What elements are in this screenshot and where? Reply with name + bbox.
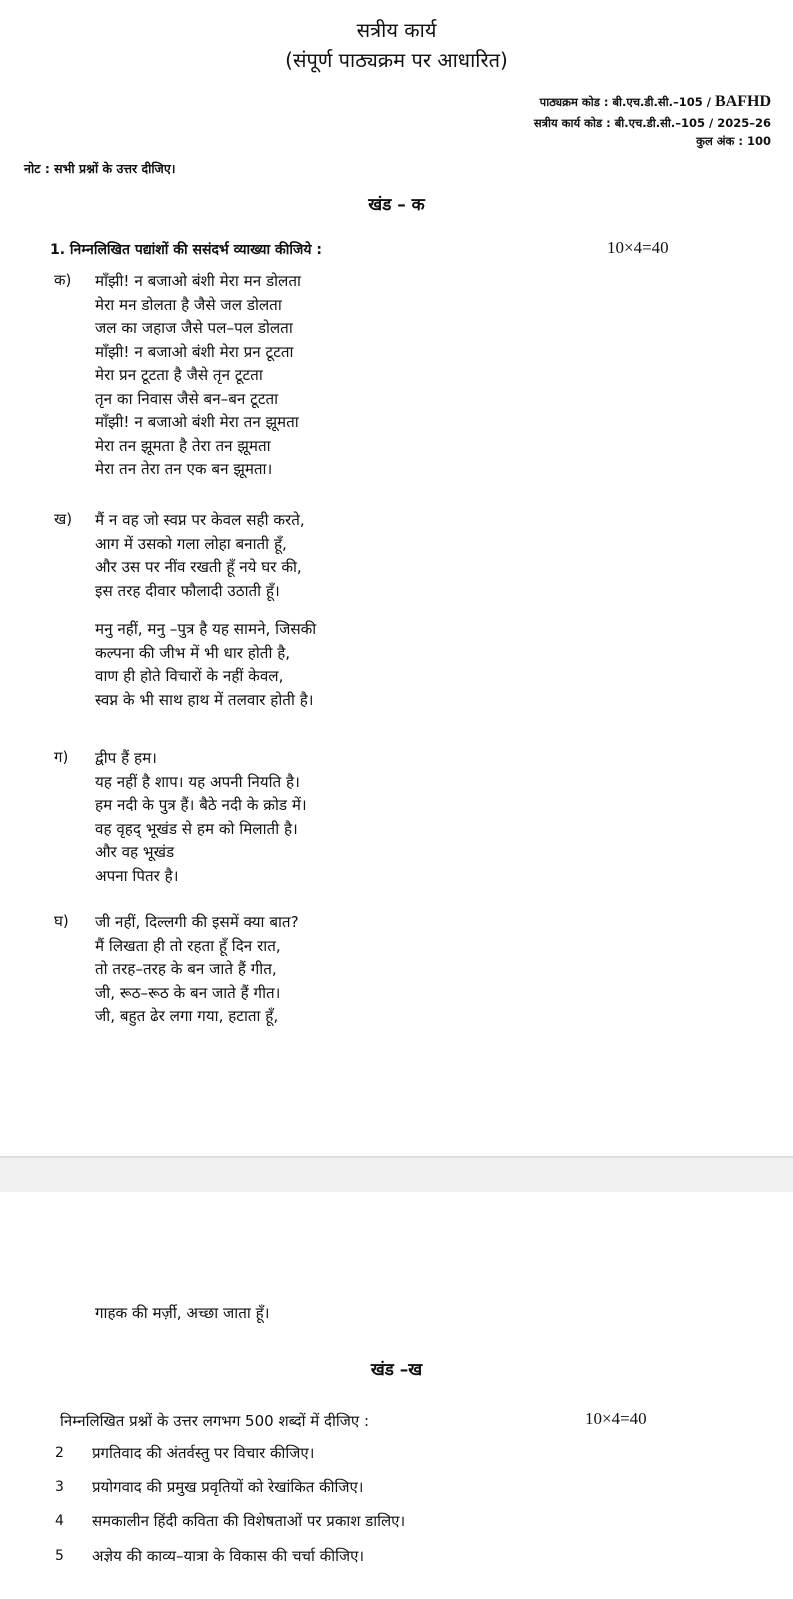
poem-line: और वह भूखंड bbox=[95, 843, 175, 861]
poem-line: कल्पना की जीभ में भी धार होती है, bbox=[95, 643, 291, 662]
course-code-extra: BAFHD bbox=[715, 93, 771, 110]
question-text: प्रगतिवाद की अंतर्वस्तु पर विचार कीजिए। bbox=[92, 1444, 315, 1462]
poem-line: जी नहीं, दिल्लगी की इसमें क्या बात? bbox=[95, 913, 299, 931]
section-a-heading: खंड – क bbox=[368, 195, 425, 215]
section-b-heading: खंड –ख bbox=[370, 1360, 423, 1380]
poem-line: और उस पर नींव रखती हूँ नये घर की, bbox=[95, 558, 302, 576]
poem-ka bbox=[95, 270, 301, 482]
item-label: ग) bbox=[54, 748, 69, 766]
poem-line: मनु नहीं, मनु –पुत्र है यह सामने, जिसकी bbox=[95, 620, 317, 638]
item-label: क) bbox=[54, 271, 72, 289]
question-number: 5 bbox=[55, 1548, 64, 1564]
poem-line: माँझी! न बजाओ बंशी मेरा तन झूमता bbox=[95, 413, 299, 431]
poem-line: मेरा तन झूमता है तेरा तन झूमता bbox=[95, 436, 271, 455]
item-label: घ) bbox=[54, 912, 69, 930]
poem-line: वह वृहद् भूखंड से हम को मिलाती है। bbox=[95, 819, 298, 838]
poem-line: माँझी! न बजाओ बंशी मेरा प्रन टूटता bbox=[95, 342, 294, 361]
section-b-marks: 10×4=40 bbox=[585, 1409, 647, 1428]
poem-line: हम नदी के पुत्र हैं। बैठे नदी के क्रोड में। bbox=[95, 796, 307, 814]
course-code-label: पाठ्यक्रम कोड : बी.एच.डी.सी.–105 / bbox=[539, 95, 711, 109]
total-marks: कुल अंक : 100 bbox=[696, 134, 771, 148]
question-number: 2 bbox=[55, 1445, 64, 1461]
question-text: समकालीन हिंदी कविता की विशेषताओं पर प्रकाश डालिए। bbox=[92, 1512, 406, 1530]
poem-gha bbox=[95, 911, 299, 1029]
poem-line: मेरा प्रन टूटता है जैसे तृन टूटता bbox=[95, 366, 263, 384]
course-code bbox=[540, 93, 771, 111]
poem-line: मैं लिखता ही तो रहता हूँ दिन रात, bbox=[95, 936, 281, 955]
page-title: सत्रीय कार्य bbox=[356, 18, 437, 42]
question-1-marks: 10×4=40 bbox=[607, 238, 669, 257]
poem-line: इस तरह दीवार फौलादी उठाती हूँ। bbox=[95, 581, 280, 600]
question-1: 1. निम्नलिखित पद्यांशों की ससंदर्भ व्याख्या कीजिये : bbox=[50, 242, 322, 258]
poem-line: वाण ही होते विचारों के नहीं केवल, bbox=[95, 667, 284, 685]
poem-line: आग में उसको गला लोहा बनाती हूँ, bbox=[95, 534, 287, 553]
page-break bbox=[0, 1156, 793, 1192]
poem-line: जी, बहुत ढेर लगा गया, हटाता हूँ, bbox=[95, 1007, 279, 1025]
poem-line: माँझी! न बजाओ बंशी मेरा मन डोलता bbox=[95, 272, 301, 290]
poem-line: तो तरह–तरह के बन जाते हैं गीत, bbox=[95, 960, 277, 978]
section-b-instruction: निम्नलिखित प्रश्नों के उत्तर लगभग 500 शब्दों में दीजिए : bbox=[60, 1412, 369, 1430]
poem-continuation: गाहक की मर्ज़ी, अच्छा जाता हूँ। bbox=[95, 1304, 270, 1322]
question-text: प्रयोगवाद की प्रमुख प्रवृतियों को रेखांकित कीजिए। bbox=[92, 1478, 364, 1496]
poem-kha bbox=[95, 509, 316, 712]
question-number: 3 bbox=[55, 1479, 64, 1495]
poem-line: अपना पितर है। bbox=[95, 866, 179, 885]
page-subtitle: (संपूर्ण पाठ्यक्रम पर आधारित) bbox=[285, 48, 508, 72]
question-number: 4 bbox=[55, 1513, 64, 1529]
poem-line: मेरा तन तेरा तन एक बन झूमता। bbox=[95, 460, 273, 478]
poem-line: स्वप्न के भी साथ हाथ में तलवार होती है। bbox=[95, 690, 314, 709]
poem-line: यह नहीं है शाप। यह अपनी नियति है। bbox=[95, 772, 300, 791]
poem-line: जल का जहाज जैसे पल–पल डोलता bbox=[95, 319, 293, 337]
stanza-gap bbox=[95, 603, 316, 618]
poem-ga bbox=[95, 747, 307, 888]
poem-line: तृन का निवास जैसे बन–बन टूटता bbox=[95, 389, 279, 408]
question-text: अज्ञेय की काव्य–यात्रा के विकास की चर्चा कीजिए। bbox=[92, 1547, 365, 1565]
poem-line: मेरा मन डोलता है जैसे जल डोलता bbox=[95, 295, 282, 314]
poem-line: द्वीप हैं हम। bbox=[95, 749, 157, 767]
assignment-code: सत्रीय कार्य कोड : बी.एच.डी.सी.–105 / 2025–26 bbox=[533, 116, 771, 130]
note: नोट : सभी प्रश्नों के उत्तर दीजिए। bbox=[24, 161, 176, 176]
poem-line: जी, रूठ–रूठ के बन जाते हैं गीत। bbox=[95, 983, 281, 1002]
item-label: ख) bbox=[54, 510, 73, 528]
poem-line: मैं न वह जो स्वप्न पर केवल सही करते, bbox=[95, 511, 305, 529]
